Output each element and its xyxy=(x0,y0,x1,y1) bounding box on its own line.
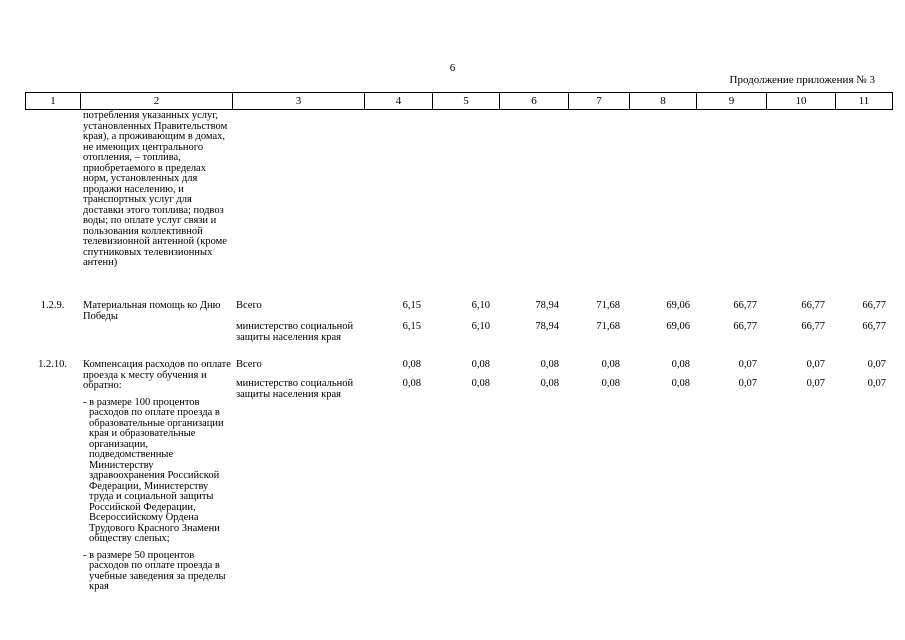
value-cell: 0,08 xyxy=(471,378,490,389)
value-cell: 0,07 xyxy=(806,378,825,389)
value-cell: 66,77 xyxy=(801,321,825,332)
row-number: 1.2.9. xyxy=(40,300,65,311)
header-col-5: 5 xyxy=(433,93,500,110)
header-col-2: 2 xyxy=(81,93,233,110)
value-cell: 6,10 xyxy=(471,300,490,311)
value-cell: 6,10 xyxy=(471,321,490,332)
value-cell: 0,08 xyxy=(601,378,620,389)
value-cell: 0,07 xyxy=(738,359,757,370)
value-cell: 6,15 xyxy=(402,300,421,311)
header-row xyxy=(26,93,893,110)
value-cell: 0,08 xyxy=(671,359,690,370)
continuation-caption: Продолжение приложения № 3 xyxy=(729,74,875,86)
row-name: Материальная помощь ко Дню Победы xyxy=(83,300,221,322)
value-cell: 66,77 xyxy=(801,300,825,311)
page-number: 6 xyxy=(449,62,456,74)
row-source-total: Всего xyxy=(236,300,262,311)
header-col-7: 7 xyxy=(569,93,630,110)
value-cell: 0,08 xyxy=(471,359,490,370)
value-cell: 0,07 xyxy=(738,378,757,389)
value-cell: 0,08 xyxy=(540,378,559,389)
row-name: Компенсация расходов по оплате проезда к месту обучения и обратно: xyxy=(83,359,231,391)
value-cell: 69,06 xyxy=(666,300,690,311)
row-number: 1.2.10. xyxy=(38,359,67,370)
header-col-1: 1 xyxy=(26,93,81,110)
value-cell: 0,08 xyxy=(402,359,421,370)
value-cell: 0,08 xyxy=(601,359,620,370)
value-cell: 0,07 xyxy=(867,359,886,370)
value-cell: 71,68 xyxy=(596,321,620,332)
value-cell: 78,94 xyxy=(535,300,559,311)
value-cell: 69,06 xyxy=(666,321,690,332)
header-col-10: 10 xyxy=(767,93,836,110)
row-source-ministry: министерство социальной защиты населения края xyxy=(236,378,354,400)
value-cell: 78,94 xyxy=(535,321,559,332)
header-col-6: 6 xyxy=(500,93,569,110)
value-cell: 0,08 xyxy=(671,378,690,389)
row-source-total: Всего xyxy=(236,359,262,370)
header-col-9: 9 xyxy=(697,93,767,110)
column-header-table xyxy=(25,92,893,110)
value-cell: 66,77 xyxy=(862,300,886,311)
header-col-11: 11 xyxy=(836,93,893,110)
value-cell: 71,68 xyxy=(596,300,620,311)
continued-text: потребления указанных услуг, установленных Правительством края), а проживающим в домах, не имеющих центрального отопления, – топлива, приобретаемого в пределах норм, установленных для продажи населению, и транспортных услуг для доставки этого топлива; подвоз воды; по оплате услуг связи и пользования коллективной телевизионной антенной (кроме спутниковых телевизионных антенн) xyxy=(83,110,228,268)
header-col-4: 4 xyxy=(365,93,433,110)
row-name-block xyxy=(83,360,231,599)
value-cell: 66,77 xyxy=(733,300,757,311)
header-col-8: 8 xyxy=(630,93,697,110)
header-col-3: 3 xyxy=(233,93,365,110)
value-cell: 0,07 xyxy=(806,359,825,370)
value-cell: 6,15 xyxy=(402,321,421,332)
value-cell: 0,08 xyxy=(402,378,421,389)
row-source-ministry: министерство социальной защиты населения края xyxy=(236,321,354,343)
value-cell: 0,08 xyxy=(540,359,559,370)
row-sub-item: - в размере 50 процентов расходов по оплате проезда в учебные заведения за пределы края xyxy=(83,549,226,592)
value-cell: 66,77 xyxy=(733,321,757,332)
row-sub-item: - в размере 100 процентов расходов по оплате проезда в образовательные организации края и образовательные организации, подведомственные Министерству здравоохранения Российской Федерации, Министерству труда и социальной защиты Российской Федерации, Всероссийскому Ордена Трудового Красного Знамени обществу слепых; xyxy=(83,396,224,544)
value-cell: 66,77 xyxy=(862,321,886,332)
value-cell: 0,07 xyxy=(867,378,886,389)
